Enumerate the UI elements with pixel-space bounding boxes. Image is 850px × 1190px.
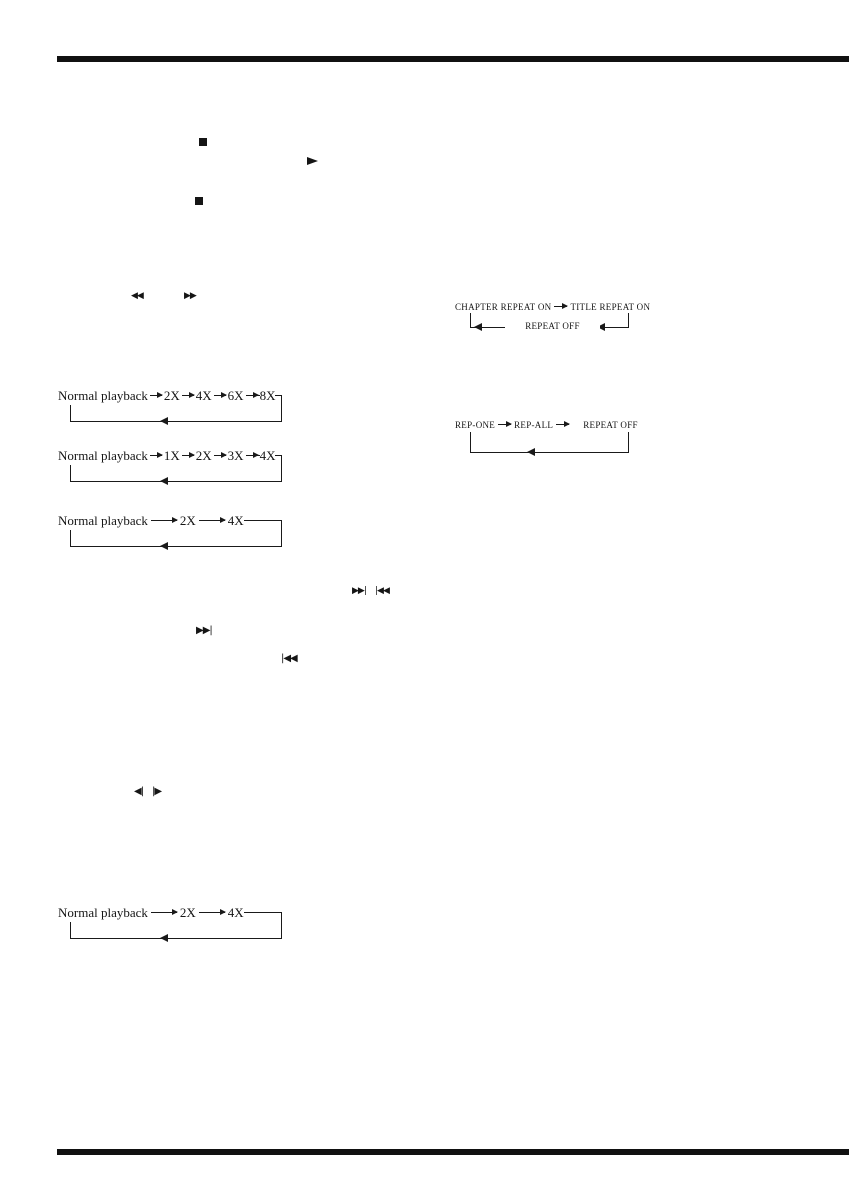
skip-previous-icon: |◀◀ <box>375 586 389 596</box>
skip-next-icon: ▶▶| <box>352 586 366 596</box>
speed-step: 2X <box>195 448 212 463</box>
step-back-icon: ◀| <box>134 786 144 797</box>
rewind-icon: ◀◀ <box>131 291 143 301</box>
cycle-return-line <box>70 481 282 482</box>
left-arrowhead-icon <box>160 477 168 485</box>
speed-step: 2X <box>179 513 196 528</box>
speed-step: 4X <box>227 905 244 920</box>
right-arrow <box>199 520 225 521</box>
cd-speed-cycle-row <box>58 513 288 528</box>
track-repeat-cycle-diagram <box>455 420 665 456</box>
speed-step: 6X <box>227 388 244 403</box>
left-arrowhead-icon <box>474 323 482 331</box>
dvd-speed-cycle-row <box>58 388 288 403</box>
right-arrow <box>246 455 258 456</box>
normal-playback-label: Normal playback <box>58 513 148 528</box>
right-arrow <box>214 455 226 456</box>
top-page-rule <box>57 56 849 62</box>
cycle-return-line <box>470 313 471 327</box>
normal-playback-label: Normal playback <box>58 905 148 920</box>
right-arrow <box>151 520 177 521</box>
fast-forward-icon: ▶▶ <box>184 291 196 301</box>
left-arrowhead-icon <box>160 542 168 550</box>
mp3-speed-cycle-row <box>58 905 288 920</box>
speed-step: 2X <box>179 905 196 920</box>
chapter-repeat-label: CHAPTER REPEAT ON <box>455 302 552 312</box>
right-arrow <box>554 306 567 307</box>
right-arrow <box>199 912 225 913</box>
normal-playback-label: Normal playback <box>58 388 148 403</box>
cycle-return-line <box>70 421 282 422</box>
slow-motion-cycle-diagram <box>58 448 288 488</box>
slow-motion-cycle-row <box>58 448 288 463</box>
cycle-return-line <box>628 432 629 452</box>
step-forward-icon: |▶ <box>152 786 162 797</box>
right-arrow <box>182 455 194 456</box>
cd-speed-cycle-diagram <box>58 513 288 553</box>
right-arrow <box>214 395 226 396</box>
dvd-speed-cycle-diagram <box>58 388 288 428</box>
repeat-off-label: REPEAT OFF <box>583 420 638 430</box>
right-arrow <box>150 395 162 396</box>
speed-step: 1X <box>163 448 180 463</box>
right-arrow <box>151 912 177 913</box>
right-arrow <box>246 395 258 396</box>
speed-step: 2X <box>163 388 180 403</box>
right-arrow <box>182 395 194 396</box>
speed-step: 8X <box>259 388 276 403</box>
dvd-repeat-cycle-row <box>455 302 665 313</box>
cycle-return-line <box>70 405 71 421</box>
dvd-repeat-cycle-diagram <box>455 302 665 334</box>
play-icon <box>307 157 318 165</box>
right-arrow <box>498 424 511 425</box>
skip-previous-icon: |◀◀ <box>281 653 297 664</box>
rep-one-label: REP-ONE <box>455 420 496 430</box>
speed-step: 4X <box>195 388 212 403</box>
cycle-return-line <box>70 922 71 938</box>
speed-step: 3X <box>227 448 244 463</box>
left-arrowhead-icon <box>160 417 168 425</box>
normal-playback-label: Normal playback <box>58 448 148 463</box>
cycle-return-line <box>470 432 471 452</box>
cycle-return-line <box>470 452 629 453</box>
right-arrow <box>556 424 569 425</box>
stop-icon <box>199 138 207 146</box>
right-arrow <box>150 455 162 456</box>
cycle-return-line <box>70 530 71 546</box>
bottom-page-rule <box>57 1149 849 1155</box>
cycle-return-line <box>70 938 282 939</box>
cycle-return-line <box>70 546 282 547</box>
cycle-return-line <box>628 313 629 327</box>
mp3-speed-cycle-diagram <box>58 905 288 945</box>
left-arrowhead-icon <box>527 448 535 456</box>
track-repeat-cycle-row <box>455 420 665 431</box>
skip-next-icon: ▶▶| <box>196 625 212 636</box>
stop-icon <box>195 197 203 205</box>
title-repeat-label: TITLE REPEAT ON <box>570 302 651 312</box>
left-arrowhead-icon <box>160 934 168 942</box>
rep-all-label: REP-ALL <box>514 420 554 430</box>
repeat-off-label: REPEAT OFF <box>505 321 600 332</box>
speed-step: 4X <box>227 513 244 528</box>
cycle-return-line <box>70 465 71 481</box>
speed-step: 4X <box>259 448 276 463</box>
